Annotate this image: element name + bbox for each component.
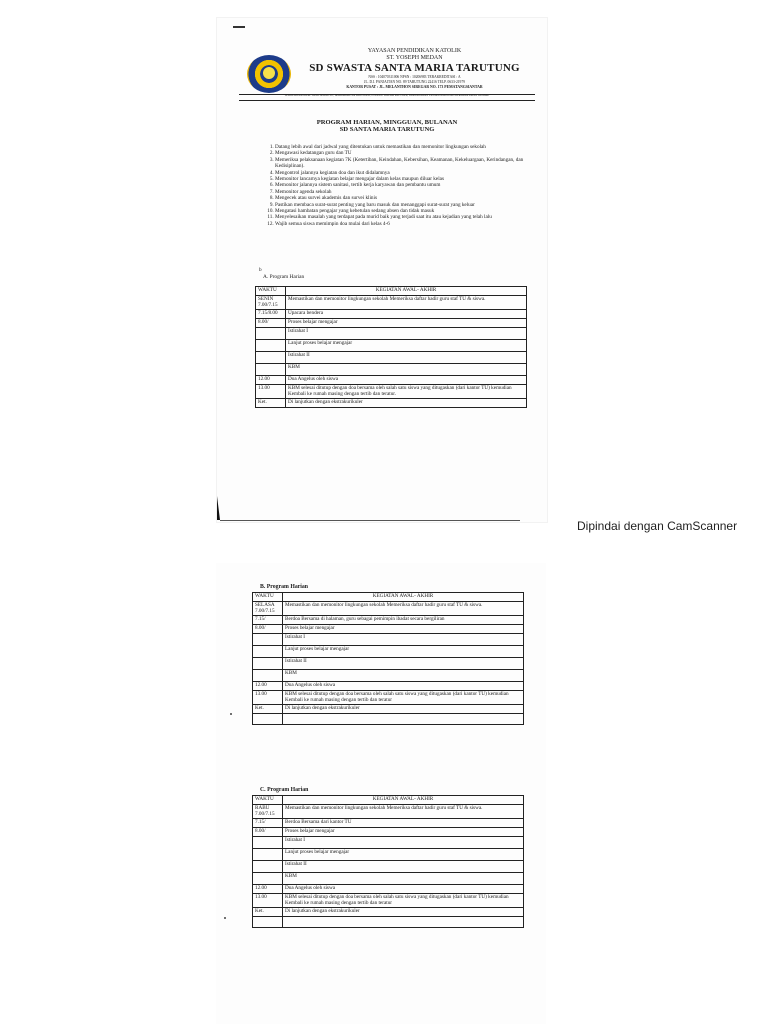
stray-letter: b <box>259 267 262 273</box>
table-row <box>256 399 527 408</box>
waktu-cell: 12.00 <box>256 375 286 384</box>
waktu-cell: 7.15/ <box>253 819 283 828</box>
table-row <box>253 633 524 645</box>
waktu-cell: 13.00 <box>256 384 286 399</box>
school-motto: "SEKOLAH KATOLIK YANG BERMUTU, BERKARAKTER KRISTIANI, UNGGUL DALAM PRESTASI, BERWAWASAN LINGKUNGAN DAN BERDAYA SAING GLOBAL" <box>283 94 491 97</box>
schedule-table-monday <box>255 286 527 408</box>
kegiatan-cell <box>283 917 524 928</box>
waktu-cell: 7.15/8.00 <box>256 310 286 319</box>
section-c-label: C. Program Harian <box>260 787 309 793</box>
table-row <box>253 828 524 837</box>
waktu-cell <box>253 848 283 860</box>
table-header-row <box>253 796 524 805</box>
waktu-cell: SELASA 7.00/7.15 <box>253 601 283 616</box>
table-row <box>253 908 524 917</box>
kegiatan-cell: Doa Angelus oleh siswa <box>283 884 524 893</box>
kegiatan-cell: Istirahat II <box>286 351 527 363</box>
col-waktu-header: WAKTU <box>253 593 283 602</box>
waktu-cell <box>253 714 283 725</box>
kegiatan-cell: KBM selesai ditutup dengan doa bersama oleh salah satu siswa yang ditugaskan (dari kantor TU) kemudian Kembali ke rumah masing dengan tertib dan teratur. <box>286 384 527 399</box>
table-row <box>253 836 524 848</box>
scan-speck <box>230 713 232 715</box>
duty-item: 2. Mengawasi kedatangan guru dan TU <box>275 150 547 156</box>
kegiatan-cell: Doa Angelus oleh siswa <box>283 681 524 690</box>
kegiatan-cell: Istirahat I <box>283 633 524 645</box>
kegiatan-cell: Upacara bendera <box>286 310 527 319</box>
head-office: KANTOR PUSAT : JL. MELANTHON SIREGAR NO. 173 PEMATANGSIANTAR <box>346 85 483 89</box>
kegiatan-cell: Lanjut proses belajar mengajar <box>286 339 527 351</box>
col-waktu-header: WAKTU <box>253 796 283 805</box>
kegiatan-cell: Di lanjutkan dengan ekstrakurikuler <box>283 705 524 714</box>
schedule-table-tuesday <box>252 592 524 725</box>
kegiatan-cell: Di lanjutkan dengan ekstrakurikuler <box>283 908 524 917</box>
table-row <box>253 657 524 669</box>
col-kegiatan-header: KEGIATAN AWAL- AKHIR <box>286 287 527 296</box>
waktu-cell <box>253 836 283 848</box>
scan-edge-line <box>220 520 520 521</box>
table-row <box>256 295 527 310</box>
duty-item: 12. Wajib semua siswa memimpin doa mulai dari kelas 4-6 <box>275 221 547 227</box>
waktu-cell <box>256 363 286 375</box>
waktu-cell: RABU 7.00/7.15 <box>253 804 283 819</box>
table-row <box>256 351 527 363</box>
waktu-cell <box>256 351 286 363</box>
waktu-cell: Ket. <box>256 399 286 408</box>
kegiatan-cell: Memastikan dan memonitor lingkungan sekolah Memeriksa daftar hadir guru staf TU & siswa. <box>283 601 524 616</box>
school-logo-icon <box>247 55 291 93</box>
waktu-cell: SENIN 7.00/7.15 <box>256 295 286 310</box>
kegiatan-cell: Memastikan dan memonitor lingkungan sekolah Memeriksa daftar hadir guru staf TU & siswa. <box>286 295 527 310</box>
kegiatan-cell: Istirahat I <box>286 327 527 339</box>
kegiatan-cell: Lanjut proses belajar mengajar <box>283 848 524 860</box>
kegiatan-cell: Proses belajar mengajar <box>283 828 524 837</box>
schedule-table-wednesday <box>252 795 524 928</box>
section-a-label: A. Program Harian <box>263 274 305 280</box>
foundation-city: ST. YOSEPH MEDAN <box>386 55 443 61</box>
kegiatan-cell: KBM <box>286 363 527 375</box>
duty-item: 10. Mengatasi hambatan pengajar yang kebetulan sedang absen dan tidak masuk <box>275 208 547 214</box>
waktu-cell: 12.00 <box>253 681 283 690</box>
table-row <box>256 384 527 399</box>
duty-item: 5. Memonitor lancarnya kegiatan belajar mengajar dalam kelas maupun diluar kelas <box>275 176 547 182</box>
duty-item: 1. Datang lebih awal dari jadwal yang ditentukan untuk memastikan dan memonitor lingkungan sekolah <box>275 144 547 150</box>
scan-speck <box>224 917 226 919</box>
table-row <box>253 714 524 725</box>
table-row <box>253 917 524 928</box>
table-row <box>253 884 524 893</box>
kegiatan-cell: Berdoa Bersama di halaman, guru sebagai pemimpin ibadat secara bergiliran <box>283 616 524 625</box>
table-row <box>253 669 524 681</box>
col-kegiatan-header: KEGIATAN AWAL- AKHIR <box>283 796 524 805</box>
document-title: PROGRAM HARIAN, MINGGUAN, BULANAN <box>316 119 458 126</box>
table-row <box>253 893 524 908</box>
kegiatan-cell: Doa Angelus oleh siswa <box>286 375 527 384</box>
kegiatan-cell: KBM <box>283 669 524 681</box>
section-b-label: B. Program Harian <box>260 584 309 590</box>
waktu-cell: 12.00 <box>253 884 283 893</box>
table-header-row <box>256 287 527 296</box>
duty-item: 6. Memonitor jalannya sistem sanitasi, tertib kerja karyawan dan pembantu umum <box>275 182 547 188</box>
scanned-page-1 <box>217 18 547 522</box>
kegiatan-cell: Proses belajar mengajar <box>283 625 524 634</box>
waktu-cell <box>253 860 283 872</box>
table-row <box>253 804 524 819</box>
table-row <box>256 319 527 328</box>
kegiatan-cell: Istirahat II <box>283 860 524 872</box>
table-row <box>253 625 524 634</box>
duty-item: 8. Mengecek atau survei akademis dan survei klinis <box>275 195 547 201</box>
col-kegiatan-header: KEGIATAN AWAL- AKHIR <box>283 593 524 602</box>
scanned-page-2 <box>216 563 546 1024</box>
duties-list <box>265 144 547 227</box>
table-row <box>256 363 527 375</box>
duty-item: 9. Pastikan membaca surat-surat penting yang baru masuk dan menanggapi surat-surat yang keluar <box>275 202 547 208</box>
kegiatan-cell: Lanjut proses belajar mengajar <box>283 645 524 657</box>
table-row <box>253 616 524 625</box>
table-row <box>253 681 524 690</box>
kegiatan-cell: Berdoa Bersama dari kantor TU <box>283 819 524 828</box>
waktu-cell: Ket. <box>253 705 283 714</box>
waktu-cell <box>253 872 283 884</box>
waktu-cell <box>253 657 283 669</box>
table-row <box>253 645 524 657</box>
duty-item: 4. Mengontrol jalannya kegiatan doa dan ikut didalamnya <box>275 170 547 176</box>
kegiatan-cell: KBM <box>283 872 524 884</box>
duty-item: 11. Menyelesaikan masalah yang terdapat pada murid baik yang terjadi saat itu atau kejadian yang telah lalu <box>275 214 547 220</box>
waktu-cell: 7.15/ <box>253 616 283 625</box>
table-row <box>253 872 524 884</box>
foundation-name: YAYASAN PENDIDIKAN KATOLIK <box>367 48 462 54</box>
waktu-cell <box>256 327 286 339</box>
camscanner-watermark: Dipindai dengan CamScanner <box>577 519 738 533</box>
school-name: SD SWASTA SANTA MARIA TARUTUNG <box>309 62 520 74</box>
col-waktu-header: WAKTU <box>256 287 286 296</box>
scan-edge <box>217 496 220 520</box>
waktu-cell <box>253 645 283 657</box>
waktu-cell <box>253 669 283 681</box>
table-row <box>256 339 527 351</box>
document-subtitle: SD SANTA MARIA TARUTUNG <box>339 126 435 133</box>
kegiatan-cell <box>283 714 524 725</box>
kegiatan-cell: KBM selesai ditutup dengan doa bersama oleh salah satu siswa yang ditugaskan (dari kantor TU) kemudian Kembali ke rumah masing dengan tertib dan teratur <box>283 893 524 908</box>
duty-item: 3. Memeriksa pelaksanaan kegiatan 7K (Ketertiban, Keindahan, Kebersihan, Keamanan, Kekeluargaan, Kerindangan, dan Kedisiplinan). <box>275 157 547 170</box>
duty-item: 7. Memonitor agenda sekolah <box>275 189 547 195</box>
table-row <box>253 705 524 714</box>
waktu-cell <box>253 633 283 645</box>
waktu-cell <box>253 917 283 928</box>
waktu-cell: 8.00/ <box>253 625 283 634</box>
waktu-cell: 13.00 <box>253 893 283 908</box>
waktu-cell: 13.00 <box>253 690 283 705</box>
kegiatan-cell: Proses belajar mengajar <box>286 319 527 328</box>
kegiatan-cell: KBM selesai ditutup dengan doa bersama oleh salah satu siswa yang ditugaskan (dari kantor TU) kemudian Kembali ke rumah masing dengan tertib dan teratur <box>283 690 524 705</box>
table-row <box>253 690 524 705</box>
school-address: JL. D.I. PANJAITAN NO. 89 TARUTUNG 22416 TELP. 0633-21979 <box>364 80 465 84</box>
waktu-cell: 8.00/ <box>253 828 283 837</box>
kegiatan-cell: Istirahat II <box>283 657 524 669</box>
kegiatan-cell: Istirahat I <box>283 836 524 848</box>
kegiatan-cell: Di lanjutkan dengan ekstrakurikuler <box>286 399 527 408</box>
waktu-cell: Ket. <box>253 908 283 917</box>
waktu-cell <box>256 339 286 351</box>
table-row <box>253 601 524 616</box>
table-row <box>256 310 527 319</box>
school-ids: NSS : 104070311006 NPSN : 10206983 TERAKREDITASI : A <box>368 75 461 79</box>
scan-mark <box>233 26 245 28</box>
table-row <box>253 848 524 860</box>
table-row <box>253 860 524 872</box>
waktu-cell: 8.00/ <box>256 319 286 328</box>
table-row <box>256 375 527 384</box>
table-header-row <box>253 593 524 602</box>
kegiatan-cell: Memastikan dan memonitor lingkungan sekolah Memeriksa daftar hadir guru staf TU & siswa. <box>283 804 524 819</box>
table-row <box>256 327 527 339</box>
table-row <box>253 819 524 828</box>
